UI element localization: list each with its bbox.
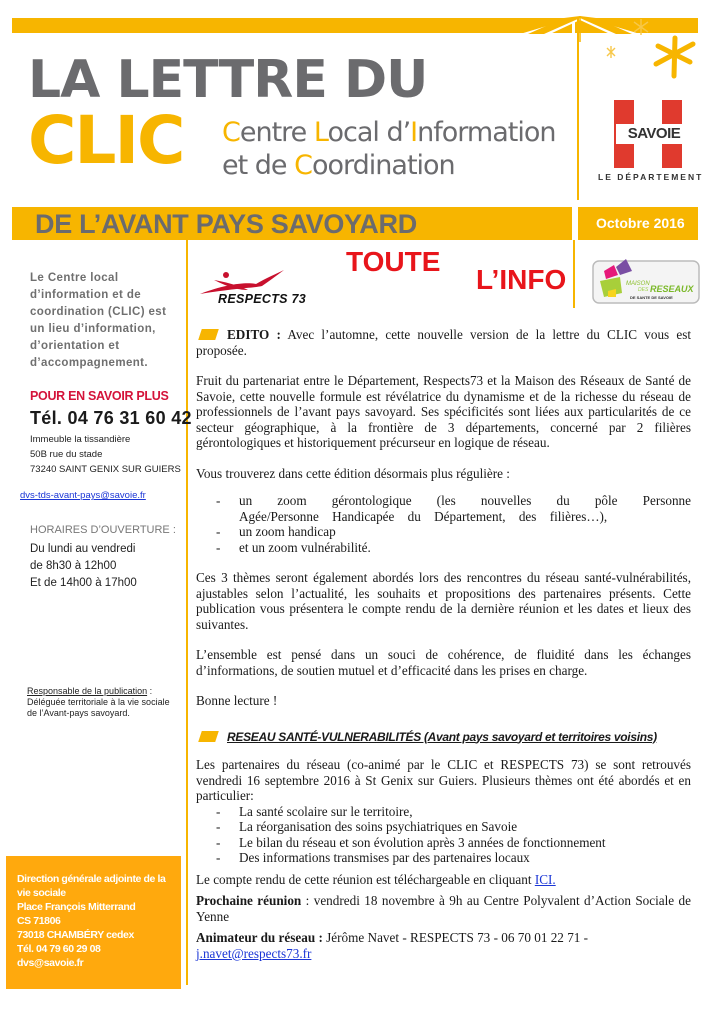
section-marker-icon xyxy=(198,329,219,340)
list-item: - La santé scolaire sur le territoire, xyxy=(196,804,691,820)
list-item: - un zoom handicap xyxy=(196,524,691,540)
clic-logo-text: CLIC xyxy=(28,102,184,179)
animateur xyxy=(196,930,691,961)
reseau-title: RESEAU SANTÉ-VULNERABILITÉS (Avant pays savoyard et territoires voisins) xyxy=(227,729,657,744)
list-item: - et un zoom vulnérabilité. xyxy=(196,540,691,556)
edito-section xyxy=(196,327,691,961)
column-divider xyxy=(186,240,188,985)
savoie-logo-sub: LE DÉPARTEMENT xyxy=(598,172,704,182)
dgavs-line: CS 71806 xyxy=(17,915,61,927)
list-item: - un zoom gérontologique (les nouvelles du pôle Personne Agée/Personne Handicapée du Département, des filières…), xyxy=(196,493,691,524)
reseau-list xyxy=(196,804,691,866)
responsible-text: Déléguée territoriale à la vie sociale de l’Avant-pays savoyard. xyxy=(27,697,170,718)
dgavs-line: 73018 CHAMBÉRY cedex xyxy=(17,929,134,941)
subtitle-text: entre xyxy=(239,117,314,148)
savoie-logo-name: SAVOIE xyxy=(616,124,692,144)
subtitle-initial: L xyxy=(313,117,328,148)
opening-hours xyxy=(30,541,137,592)
list-item: - Le bilan du réseau et son évolution après 3 années de fonctionnement xyxy=(196,835,691,851)
reseau-paragraph: Les partenaires du réseau (co-animé par le CLIC et RESPECTS 73) se sont retrouvés vendredi 16 septembre 2016 à St Genix sur Guiers. Plusieurs thèmes ont été abordés et en particulier: xyxy=(196,757,691,803)
clic-email-link[interactable]: dvs-tds-avant-pays@savoie.fr xyxy=(20,490,146,501)
clic-address xyxy=(30,432,181,477)
subtitle-initial: C xyxy=(294,150,312,181)
address-line: 73240 SAINT GENIX SUR GUIERS xyxy=(30,464,181,475)
subtitle-initial: I xyxy=(410,117,418,148)
respects-logo-text: RESPECTS 73 xyxy=(218,292,307,306)
respects73-logo xyxy=(196,270,316,310)
reseau-heading xyxy=(196,729,691,746)
edito-paragraph: Vous trouverez dans cette édition désormais plus régulière : xyxy=(196,465,510,481)
subtitle-initial: C xyxy=(222,117,240,148)
edito-paragraph: Ces 3 thèmes seront également abordés lors des rencontres du réseau santé-vulnérabilités, ajustables selon l’actualité, les souhaits et propositions des partenaires présents. Cette publication vous présentera le compte rendu de la dernière réunion et les dates et lieux des suivantes. xyxy=(196,570,691,632)
report-download-link[interactable]: ICI. xyxy=(534,871,556,887)
next-meeting xyxy=(196,893,691,924)
report-line xyxy=(196,872,691,888)
header-accent-bar xyxy=(12,18,572,33)
mrs-line4: DE SANTE DE SAVOIE xyxy=(630,295,673,300)
hours-line: Et de 14h00 à 17h00 xyxy=(30,577,137,589)
edito-list xyxy=(196,493,691,555)
edito-lead-text: Avec l’automne, cette nouvelle version de la lettre du CLIC vous est proposée. xyxy=(196,327,692,358)
animateur-label: Animateur du réseau : xyxy=(196,930,323,945)
clic-intro: Le Centre local d’information et de coordination (CLIC) est un lieu d’information, d’orientation et d’accompagnement. xyxy=(30,272,167,369)
dgavs-line: Place François Mitterrand xyxy=(17,901,136,913)
report-text: Le compte rendu de cette réunion est téléchargeable en cliquant xyxy=(196,871,535,887)
clic-subtitle-line2 xyxy=(222,149,555,182)
list-item: - La réorganisation des soins psychiatriques en Savoie xyxy=(196,819,691,835)
dgavs-contact xyxy=(17,872,177,970)
headline-word2: L’INFO xyxy=(476,264,567,295)
edito-label: EDITO xyxy=(227,327,270,342)
headline-word1: TOUTE xyxy=(346,246,441,277)
address-line: 50B rue du stade xyxy=(30,449,103,460)
edito-closing: Bonne lecture ! xyxy=(196,693,278,708)
publication-responsible: Responsable de la publication : Déléguée territoriale à la vie sociale de l’Avant-pays savoyard. xyxy=(27,686,170,718)
subtitle-text: et de xyxy=(222,150,295,181)
sparkle-stars-icon xyxy=(590,14,710,84)
next-meeting-label: Prochaine réunion xyxy=(196,893,302,908)
subtitle-text: ocal d’ xyxy=(327,117,411,148)
savoie-cross-icon xyxy=(614,100,682,168)
clic-phone: Tél. 04 76 31 60 42 xyxy=(30,408,192,428)
subtitle-text: nformation xyxy=(417,117,556,148)
subtitle-text: oordination xyxy=(311,150,455,181)
mrs-line1: MAISON xyxy=(626,281,650,287)
hours-line: Du lundi au vendredi xyxy=(30,543,136,555)
maison-reseaux-logo xyxy=(590,257,702,307)
edito-paragraph: L’ensemble est pensé dans un souci de cohérence, de fluidité dans les échanges d’informations, de soutien mutuel et d’efficacité dans les prises en charge. xyxy=(196,647,691,678)
more-info-label: POUR EN SAVOIR PLUS xyxy=(30,389,169,403)
section-marker-icon xyxy=(198,731,219,742)
dgavs-line: Tél. 04 79 60 29 08 xyxy=(17,943,101,955)
animateur-text: Jérôme Navet - RESPECTS 73 - 06 70 01 22 71 - xyxy=(322,930,589,945)
responsible-label: Responsable de la publication xyxy=(27,686,148,696)
mrs-line3: RESEAUX xyxy=(650,284,694,294)
banner-title: DE L’AVANT PAYS SAVOYARD xyxy=(35,209,417,239)
dgavs-email: dvs@savoie.fr xyxy=(17,957,84,969)
clic-subtitle xyxy=(222,116,555,182)
animateur-email-link[interactable]: j.navet@respects73.fr xyxy=(196,945,312,961)
hours-line: de 8h30 à 12h00 xyxy=(30,560,117,572)
mrs-line2: DES xyxy=(638,287,649,293)
dgavs-line: Direction générale adjointe de la vie sociale xyxy=(17,873,166,899)
opening-hours-title: HORAIRES D’OUVERTURE : xyxy=(30,524,176,536)
edito-paragraph: Fruit du partenariat entre le Département, Respects73 et la Maison des Réseaux de Santé de Savoie, cette nouvelle formule est révélatrice du dynamisme et de la richesse du réseau de professionnels de l’avant pays savoyard. Ses spécificités sont liées aux particularités de ce secteur géographique, à la frontière de 3 départements, concerné par 2 filières gérontologiques et historiquement précurseur en logique de réseau. xyxy=(196,373,691,450)
clic-subtitle-line1 xyxy=(222,116,555,149)
newsletter-title: LA LETTRE DU xyxy=(28,50,428,110)
list-item: - Des informations transmises par des partenaires locaux xyxy=(196,850,691,866)
edito-lead: EDITO : Avec l’automne, cette nouvelle version de la lettre du CLIC vous est proposée. xyxy=(196,327,692,358)
savoie-department-logo xyxy=(598,100,704,184)
next-meeting-text: : vendredi 18 novembre à 9h au Centre Polyvalent d’Action Sociale de Yenne xyxy=(196,893,691,924)
issue-date: Octobre 2016 xyxy=(596,215,685,231)
header-divider-lower xyxy=(573,240,575,308)
address-line: Immeuble la tissandière xyxy=(30,434,131,445)
header-divider xyxy=(577,18,579,200)
